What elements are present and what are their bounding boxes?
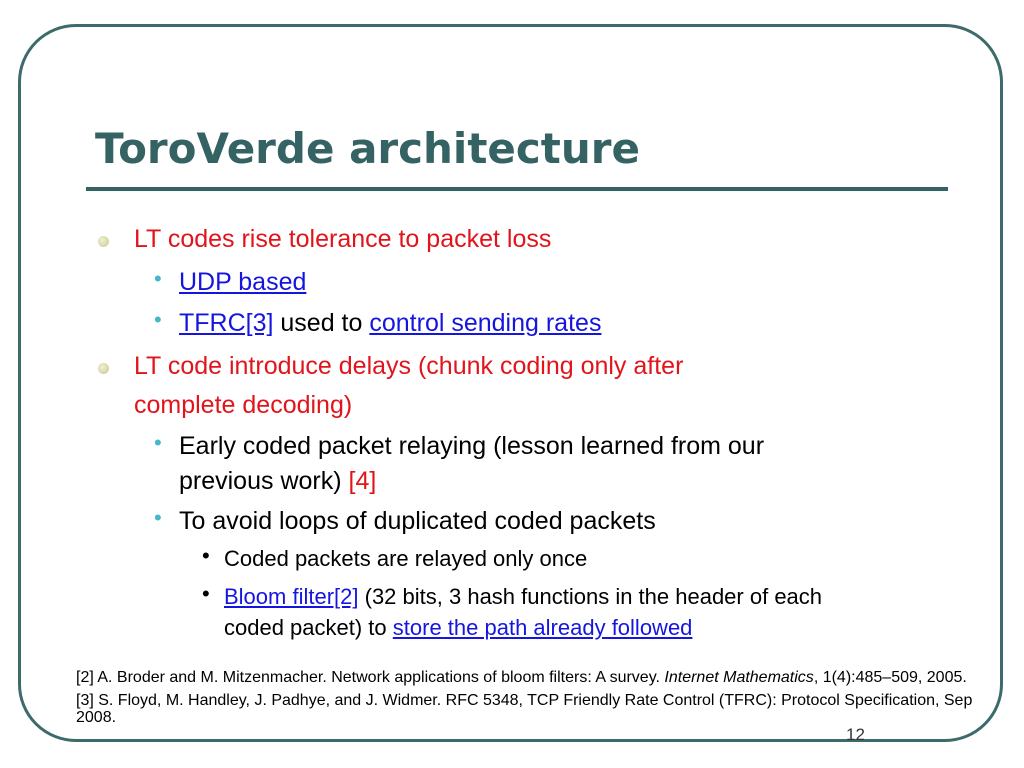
bullet-early-relaying-line2 — [179, 461, 376, 501]
bullet-udp-based — [179, 262, 306, 302]
bullet-early-relaying-line1: Early coded packet relaying (lesson learned from our — [179, 432, 765, 460]
level1-bullet-icon — [98, 363, 109, 374]
store-path-link[interactable]: store the path already followed — [392, 615, 693, 640]
bullet-lt-code-delays-line2: complete decoding) — [134, 391, 353, 419]
reference-2-details: , 1(4):485–509, 2005. — [813, 669, 967, 686]
slide-title: ToroVerde architecture — [95, 124, 640, 173]
coded-packet-to-text: coded packet) to — [224, 615, 393, 640]
level3-bullet-icon: • — [202, 543, 210, 568]
level2-bullet-icon: • — [154, 430, 162, 455]
level2-bullet-icon: • — [154, 505, 162, 530]
bullet-lt-code-delays-line1: LT code introduce delays (chunk coding only after — [134, 352, 684, 380]
bullet-bloom-filter-line2 — [224, 612, 692, 643]
page-number: 12 — [846, 725, 865, 744]
reference-2 — [76, 669, 976, 686]
bullet-avoid-loops: To avoid loops of duplicated coded packets — [179, 507, 656, 535]
ref-4-citation: [4] — [348, 467, 377, 495]
level1-bullet-icon — [98, 236, 109, 247]
bullet-bloom-filter-line1 — [224, 581, 822, 612]
tfrc-ref-link[interactable]: TFRC[3] — [179, 309, 274, 337]
level2-bullet-icon: • — [154, 307, 162, 332]
bullet-lt-codes-tolerance: LT codes rise tolerance to packet loss — [134, 225, 552, 253]
udp-based-link[interactable]: UDP based — [179, 268, 307, 296]
level2-bullet-icon: • — [154, 266, 162, 291]
previous-work-text: previous work) — [179, 467, 349, 495]
reference-2-text: [2] A. Broder and M. Mitzenmacher. Network applications of bloom filters: A survey. — [76, 669, 665, 686]
bullet-tfrc — [179, 303, 601, 343]
title-underline — [86, 187, 948, 191]
references — [76, 669, 976, 732]
bloom-filter-link[interactable]: Bloom filter[2] — [224, 584, 359, 609]
reference-2-journal: Internet Mathematics — [664, 669, 814, 686]
bullet-relayed-once: Coded packets are relayed only once — [224, 546, 588, 571]
level3-bullet-icon: • — [202, 581, 210, 606]
control-sending-rates-link[interactable]: control sending rates — [369, 309, 602, 337]
reference-3: [3] S. Floyd, M. Handley, J. Padhye, and J. Widmer. RFC 5348, TCP Friendly Rate Control (TFRC): Protocol Specification, Sep 2008. — [76, 692, 973, 726]
bloom-filter-details: (32 bits, 3 hash functions in the header of each — [358, 584, 823, 609]
tfrc-used-to-text: used to — [273, 309, 370, 337]
